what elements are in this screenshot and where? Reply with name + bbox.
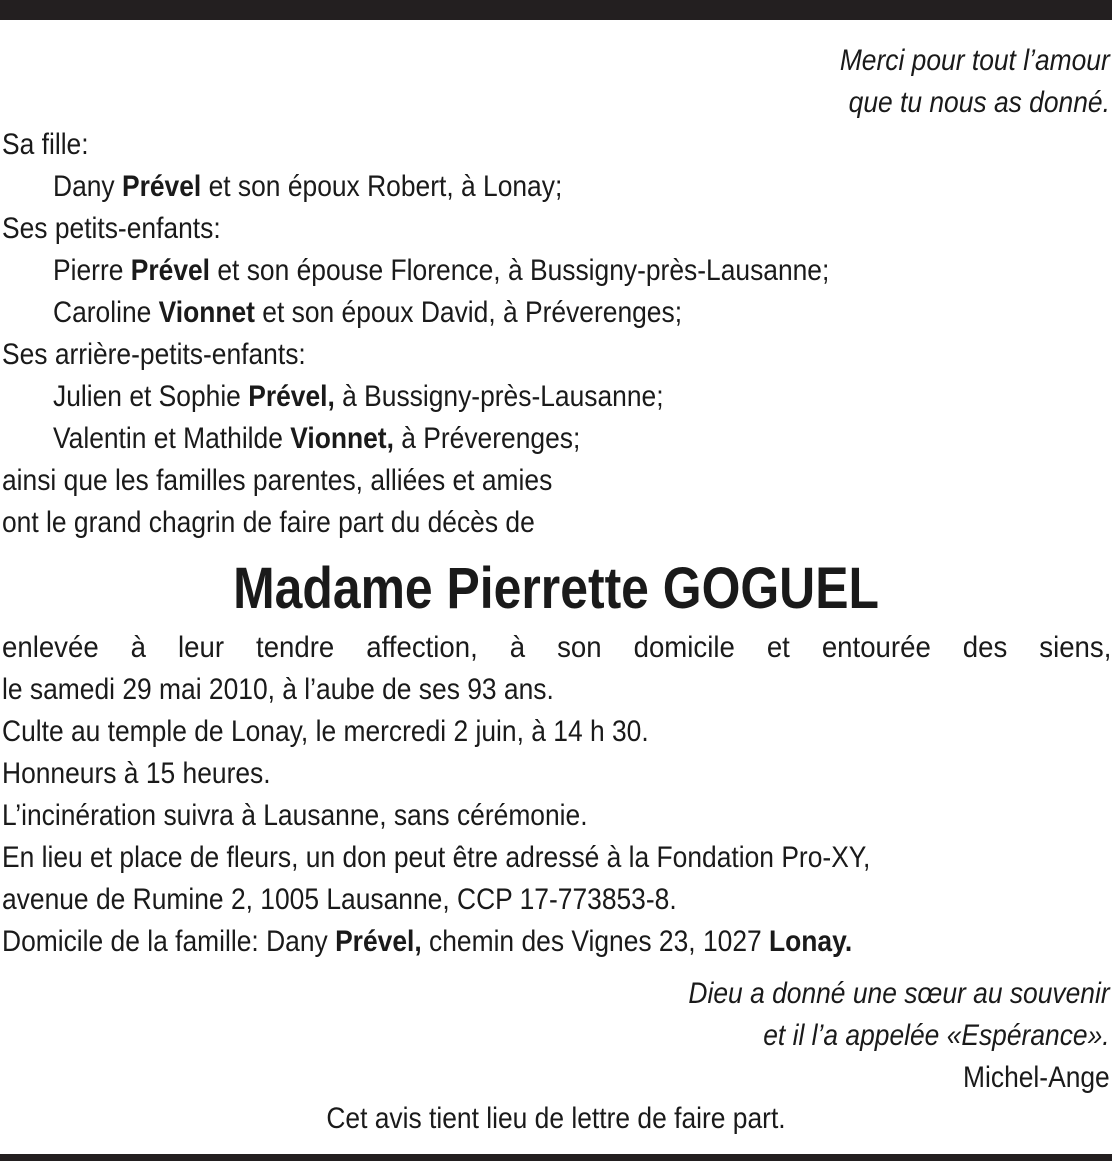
word: et bbox=[766, 631, 790, 664]
bottom-rule bbox=[0, 1154, 1112, 1161]
word: à bbox=[130, 631, 147, 664]
family-domicile-line: Domicile de la famille: Dany Prével, chemin des Vignes 23, 1027 Lonay. bbox=[2, 925, 853, 958]
great-grandchild-entry-2: Valentin et Mathilde Vionnet, à Préverenges; bbox=[53, 422, 581, 455]
word: son bbox=[557, 631, 602, 664]
word: enlevée bbox=[2, 631, 99, 664]
word: domicile bbox=[633, 631, 735, 664]
honours-line: Honneurs à 15 heures. bbox=[2, 757, 271, 790]
grandchild-entry-2: Caroline Vionnet et son époux David, à Préverenges; bbox=[53, 296, 683, 329]
donation-address-line: avenue de Rumine 2, 1005 Lausanne, CCP 17-773853-8. bbox=[2, 883, 677, 916]
word: leur bbox=[178, 631, 225, 664]
body-line-1 bbox=[2, 627, 1112, 669]
body-line-2: le samedi 29 mai 2010, à l’aube de ses 93 ans. bbox=[2, 673, 554, 706]
grandchildren-heading: Ses petits-enfants: bbox=[2, 212, 221, 245]
donation-line: En lieu et place de fleurs, un don peut être adressé à la Fondation Pro-XY, bbox=[2, 841, 871, 874]
word: à bbox=[509, 631, 526, 664]
deceased-name: Madame Pierrette GOGUEL bbox=[233, 556, 879, 621]
top-rule bbox=[0, 0, 1112, 20]
word: tendre bbox=[256, 631, 335, 664]
quote-author: Michel-Ange bbox=[963, 1061, 1110, 1094]
great-grandchild-entry-1: Julien et Sophie Prével, à Bussigny-près-Lausanne; bbox=[53, 380, 664, 413]
service-line: Culte au temple de Lonay, le mercredi 2 juin, à 14 h 30. bbox=[2, 715, 649, 748]
cremation-line: L’incinération suivra à Lausanne, sans cérémonie. bbox=[2, 799, 588, 832]
grandchild-entry-1: Pierre Prével et son épouse Florence, à Bussigny-près-Lausanne; bbox=[53, 254, 830, 287]
relatives-line: ainsi que les familles parentes, alliées et amies bbox=[2, 464, 553, 497]
word: affection, bbox=[366, 631, 478, 664]
daughter-heading: Sa fille: bbox=[2, 128, 89, 161]
word: entourée bbox=[821, 631, 931, 664]
epigraph-line-1: Merci pour tout l’amour bbox=[840, 44, 1110, 77]
great-grandchildren-heading: Ses arrière-petits-enfants: bbox=[2, 338, 306, 371]
word: des bbox=[962, 631, 1008, 664]
footer-note: Cet avis tient lieu de lettre de faire part. bbox=[326, 1102, 786, 1135]
daughter-entry: Dany Prével et son époux Robert, à Lonay; bbox=[53, 170, 563, 203]
epigraph-line-2: que tu nous as donné. bbox=[848, 86, 1110, 119]
word: siens, bbox=[1039, 631, 1112, 664]
announcement-line: ont le grand chagrin de faire part du décès de bbox=[2, 506, 535, 539]
quote-line-1: Dieu a donné une sœur au souvenir bbox=[688, 977, 1110, 1010]
quote-line-2: et il l’a appelée «Espérance». bbox=[763, 1019, 1110, 1052]
